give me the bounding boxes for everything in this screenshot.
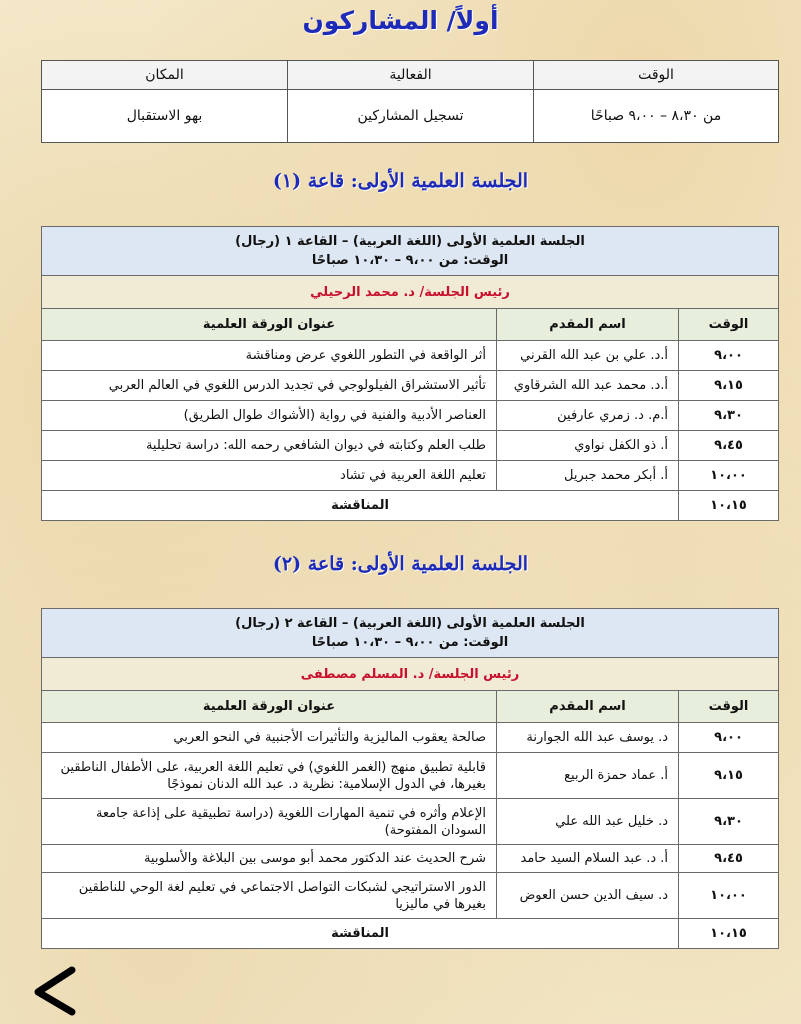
row-title: صالحة يعقوب الماليزية والتأثيرات الأجنبية في النحو العربي (42, 723, 497, 753)
row-time: ٩،٤٥ (679, 431, 779, 461)
row-time: ٩،٠٠ (679, 723, 779, 753)
discussion-label: المناقشة (42, 919, 679, 949)
row-title: أثر الواقعة في التطور اللغوي عرض ومناقشة (42, 341, 497, 371)
column-title: عنوان الورقة العلمية (42, 309, 497, 341)
column-time: الوقت (679, 309, 779, 341)
session-info (42, 227, 779, 276)
header-activity: الفعالية (288, 61, 534, 90)
row-time: ١٠،٠٠ (679, 461, 779, 491)
session-2-heading: الجلسة العلمية الأولى: قاعة (٢) (272, 553, 529, 575)
session-info-line1: الجلسة العلمية الأولى (اللغة العربية) – القاعة ٢ (رجال) (235, 616, 585, 631)
row-presenter: د. سيف الدين حسن العوض (497, 873, 679, 919)
row-presenter: د. خليل عبد الله علي (497, 799, 679, 845)
row-presenter: أ.د. محمد عبد الله الشرقاوي (497, 371, 679, 401)
row-presenter: أ. ذو الكفل نواوي (497, 431, 679, 461)
column-title: عنوان الورقة العلمية (42, 691, 497, 723)
table-row (42, 753, 779, 799)
session-2-table (41, 608, 779, 949)
row-title: الدور الاستراتيجي لشبكات التواصل الاجتماعي في تعليم لغة الوحي للناطقين بغيرها في ماليزيا (42, 873, 497, 919)
discussion-time: ١٠،١٥ (679, 919, 779, 949)
row-title: طلب العلم وكتابته في ديوان الشافعي رحمه الله: دراسة تحليلية (42, 431, 497, 461)
discussion-row (42, 919, 779, 949)
table-row (42, 461, 779, 491)
session-info (42, 609, 779, 658)
row-title: الإعلام وأثره في تنمية المهارات اللغوية (دراسة تطبيقية على إذاعة جامعة السودان المفتوحة) (42, 799, 497, 845)
registration-activity: تسجيل المشاركين (288, 90, 534, 143)
session-info-line1: الجلسة العلمية الأولى (اللغة العربية) – القاعة ١ (رجال) (235, 234, 585, 249)
table-row (42, 723, 779, 753)
row-presenter: أ.د. علي بن عبد الله القرني (497, 341, 679, 371)
session-1-table (41, 226, 779, 521)
session-info-line2: الوقت: من ٩،٠٠ – ١٠،٣٠ صباحًا (311, 635, 509, 650)
row-time: ٩،١٥ (679, 753, 779, 799)
table-row (42, 431, 779, 461)
session-chair: رئيس الجلسة/ د. محمد الرحيلي (42, 276, 779, 309)
row-presenter: أ.م. د. زمري عارفين (497, 401, 679, 431)
table-row (42, 341, 779, 371)
row-time: ١٠،٠٠ (679, 873, 779, 919)
row-title: تعليم اللغة العربية في تشاد (42, 461, 497, 491)
row-presenter: د. يوسف عبد الله الجوارنة (497, 723, 679, 753)
row-time: ٩،٣٠ (679, 401, 779, 431)
row-presenter: أ. أبكر محمد جبريل (497, 461, 679, 491)
row-time: ٩،٤٥ (679, 845, 779, 873)
row-title: شرح الحديث عند الدكتور محمد أبو موسى بين البلاغة والأسلوبية (42, 845, 497, 873)
session-info-line2: الوقت: من ٩،٠٠ – ١٠،٣٠ صباحًا (311, 253, 509, 268)
registration-table (41, 60, 779, 143)
column-presenter: اسم المقدم (497, 691, 679, 723)
table-row (42, 873, 779, 919)
chevron-left-icon[interactable] (28, 962, 84, 1018)
row-presenter: أ. عماد حمزة الربيع (497, 753, 679, 799)
row-presenter: أ. د. عبد السلام السيد حامد (497, 845, 679, 873)
table-row (42, 371, 779, 401)
row-time: ٩،٣٠ (679, 799, 779, 845)
row-title: تأثير الاستشراق الفيلولوجي في تجديد الدرس اللغوي في العالم العربي (42, 371, 497, 401)
header-place: المكان (42, 61, 288, 90)
session-1-heading: الجلسة العلمية الأولى: قاعة (١) (272, 170, 529, 192)
discussion-row (42, 491, 779, 521)
column-time: الوقت (679, 691, 779, 723)
page-title: أولاً/ المشاركون (302, 6, 499, 35)
row-time: ٩،١٥ (679, 371, 779, 401)
table-row (42, 845, 779, 873)
session-chair: رئيس الجلسة/ د. المسلم مصطفى (42, 658, 779, 691)
column-presenter: اسم المقدم (497, 309, 679, 341)
table-row (42, 401, 779, 431)
header-time: الوقت (534, 61, 779, 90)
row-time: ٩،٠٠ (679, 341, 779, 371)
registration-place: بهو الاستقبال (42, 90, 288, 143)
table-row (42, 799, 779, 845)
discussion-time: ١٠،١٥ (679, 491, 779, 521)
row-title: العناصر الأدبية والفنية في رواية (الأشواك طوال الطريق) (42, 401, 497, 431)
registration-time: من ٨،٣٠ – ٩،٠٠ صباحًا (534, 90, 779, 143)
row-title: قابلية تطبيق منهج (الغمر اللغوي) في تعليم اللغة العربية، على الأطفال الناطقين بغيرها، في الدول الإسلامية: نظرية د. عبد الله الدنان نموذجًا (42, 753, 497, 799)
discussion-label: المناقشة (42, 491, 679, 521)
